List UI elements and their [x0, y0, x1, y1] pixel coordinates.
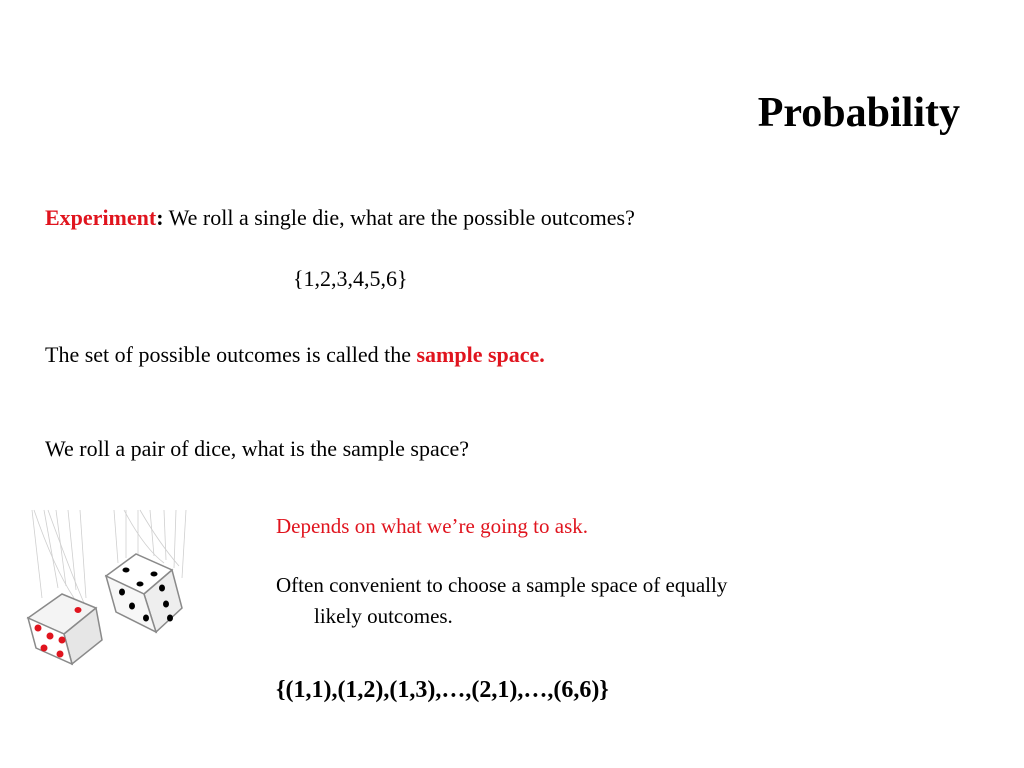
sample-space-definition — [45, 342, 545, 368]
definition-text: The set of possible outcomes is called the — [45, 342, 417, 367]
dice-illustration — [14, 508, 204, 673]
dice-icon — [14, 508, 204, 673]
experiment-line — [45, 205, 635, 231]
left-die — [28, 594, 102, 664]
often-convenient-line-1: Often convenient to choose a sample space of equally — [276, 573, 728, 597]
experiment-colon: : — [156, 205, 164, 230]
depends-note: Depends on what we’re going to ask. — [276, 514, 589, 538]
slide-title: Probability — [757, 90, 960, 136]
experiment-question: We roll a single die, what are the possible outcomes? — [163, 205, 635, 230]
often-convenient-line-2: likely outcomes. — [314, 604, 453, 628]
single-die-sample-space: {1,2,3,4,5,6} — [293, 266, 408, 291]
pair-sample-space: {(1,1),(1,2),(1,3),…,(2,1),…,(6,6)} — [276, 677, 609, 703]
sample-space-term: sample space. — [416, 342, 545, 367]
pair-question: We roll a pair of dice, what is the sample space? — [45, 436, 470, 461]
right-die — [106, 554, 182, 632]
experiment-label: Experiment — [45, 205, 157, 230]
